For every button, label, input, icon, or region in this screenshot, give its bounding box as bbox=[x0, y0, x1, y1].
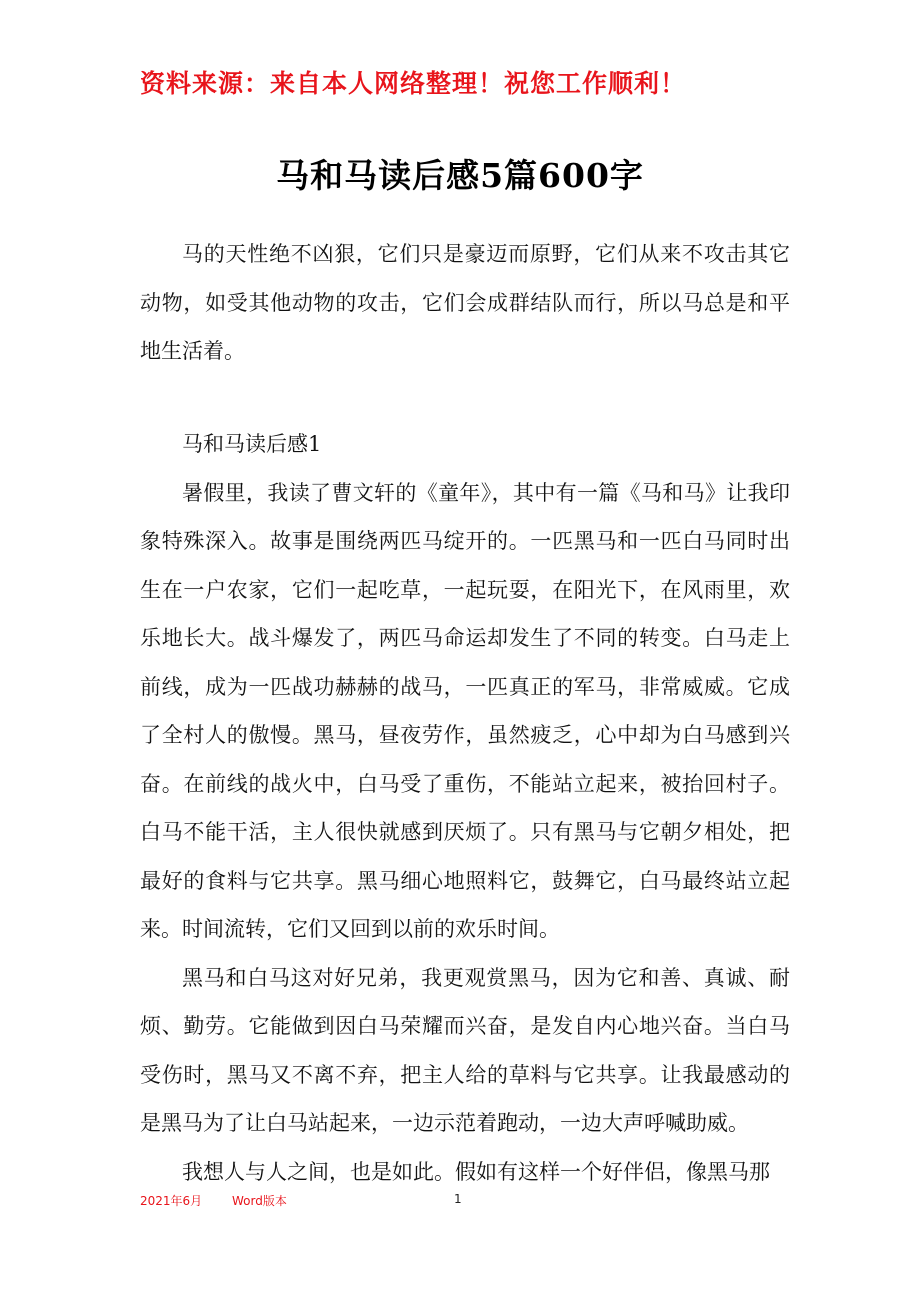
footer-version: Word版本 bbox=[232, 1194, 287, 1208]
intro-paragraph: 马的天性绝不凶狠，它们只是豪迈而原野，它们从来不攻击其它动物，如受其他动物的攻击，它们会成群结队而行，所以马总是和平地生活着。 bbox=[140, 242, 790, 363]
section-heading: 马和马读后感1 bbox=[182, 432, 322, 456]
document-title: 马和马读后感5篇600字 bbox=[276, 156, 644, 195]
body-paragraph-2: 黑马和白马这对好兄弟，我更观赏黑马，因为它和善、真诚、耐烦、勤劳。它能做到因白马荣耀而兴奋，是发自内心地兴奋。当白马受伤时，黑马又不离不弃，把主人给的草料与它共享。让我最感动的是黑马为了让白马站起来，一边示范着跑动，一边大声呼喊助威。 bbox=[140, 965, 790, 1135]
body-paragraph-3: 我想人与人之间，也是如此。假如有这样一个好伴侣，像黑马那 bbox=[182, 1159, 770, 1184]
footer-page-number: 1 bbox=[454, 1192, 462, 1206]
footer-date: 2021年6月 bbox=[140, 1194, 203, 1208]
intro-block bbox=[140, 230, 790, 376]
body-block bbox=[140, 420, 790, 1196]
source-banner: 资料来源：来自本人网络整理！祝您工作顺利！ bbox=[140, 69, 687, 98]
body-paragraph-1: 暑假里，我读了曹文轩的《童年》，其中有一篇《马和马》让我印象特殊深入。故事是围绕两匹马绽开的。一匹黑马和一匹白马同时出生在一户农家，它们一起吃草，一起玩耍，在阳光下，在风雨里，欢乐地长大。战斗爆发了，两匹马命运却发生了不同的转变。白马走上前线，成为一匹战功赫赫的战马，一匹真正的军马，非常威威。它成了全村人的傲慢。黑马，昼夜劳作，虽然疲乏，心中却为白马感到兴奋。在前线的战火中，白马受了重伤，不能站立起来，被抬回村子。白马不能干活，主人很快就感到厌烦了。只有黑马与它朝夕相处，把最好的食料与它共享。黑马细心地照料它，鼓舞它，白马最终站立起来。时间流转，它们又回到以前的欢乐时间。 bbox=[140, 480, 790, 941]
